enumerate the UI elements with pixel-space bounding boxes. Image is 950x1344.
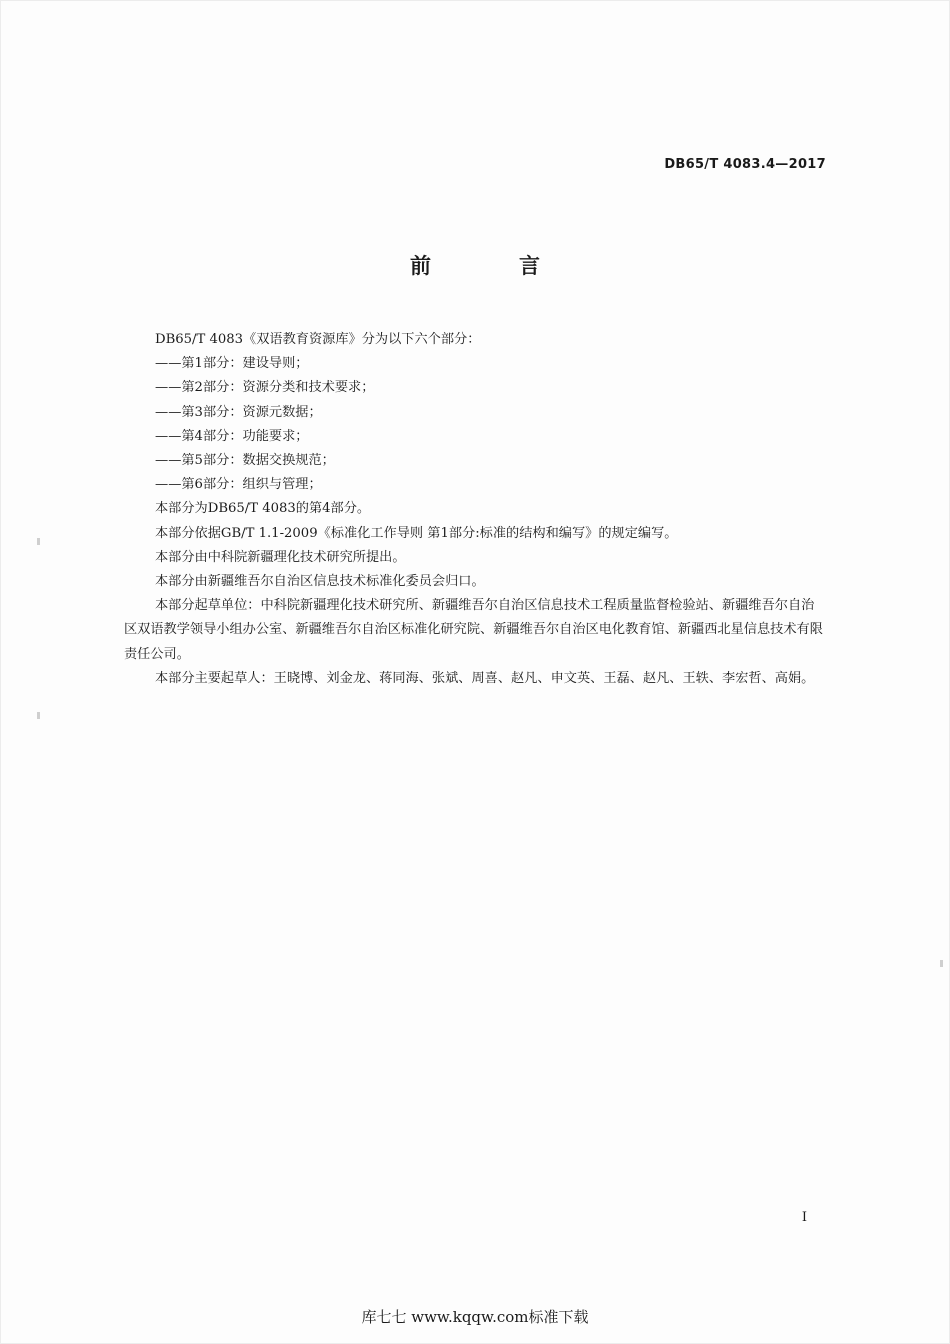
page-title bbox=[0, 250, 950, 280]
foreword-body bbox=[124, 328, 826, 691]
this-part-paragraph: 本部分为DB65/T 4083的第4部分。 bbox=[155, 501, 371, 517]
scan-mark bbox=[37, 538, 40, 545]
committee-paragraph: 本部分由新疆维吾尔自治区信息技术标准化委员会归口。 bbox=[155, 574, 485, 590]
drafters-paragraph: 本部分主要起草人：王晓博、刘金龙、蒋同海、张斌、周喜、赵凡、申文英、王磊、赵凡、王轶、李宏哲、高娟。 bbox=[155, 670, 815, 686]
proposer-paragraph: 本部分由中科院新疆理化技术研究所提出。 bbox=[155, 549, 406, 565]
part-list-item: ——第5部分：数据交换规范； bbox=[155, 453, 335, 469]
part-list-item: ——第3部分：资源元数据； bbox=[155, 404, 322, 420]
scan-mark bbox=[37, 712, 40, 719]
part-list-item: ——第2部分：资源分类和技术要求； bbox=[155, 380, 375, 396]
part-list-item: ——第6部分：组织与管理； bbox=[155, 477, 322, 493]
title-char-2: 言 bbox=[519, 254, 540, 278]
scan-mark bbox=[940, 960, 943, 967]
basis-paragraph: 本部分依据GB/T 1.1-2009《标准化工作导则 第1部分:标准的结构和编写》的规定编写。 bbox=[155, 525, 678, 541]
drafting-units-paragraph: 本部分起草单位：中科院新疆理化技术研究所、新疆维吾尔自治区信息技术工程质量监督检验站、新疆维吾尔自治区双语教学领导小组办公室、新疆维吾尔自治区标准化研究院、新疆维吾尔自治区电化教育馆、新疆西北星信息技术有限责任公司。 bbox=[124, 598, 823, 662]
intro-paragraph: DB65/T 4083《双语教育资源库》分为以下六个部分： bbox=[155, 332, 481, 347]
title-char-1: 前 bbox=[410, 254, 431, 278]
part-list-item: ——第4部分：功能要求； bbox=[155, 428, 309, 444]
page-number: I bbox=[801, 1210, 807, 1225]
document-code: DB65/T 4083.4—2017 bbox=[664, 157, 826, 172]
footer-watermark: 库七七 www.kqqw.com标准下载 bbox=[361, 1308, 589, 1326]
part-list-item: ——第1部分：建设导则； bbox=[155, 356, 309, 372]
